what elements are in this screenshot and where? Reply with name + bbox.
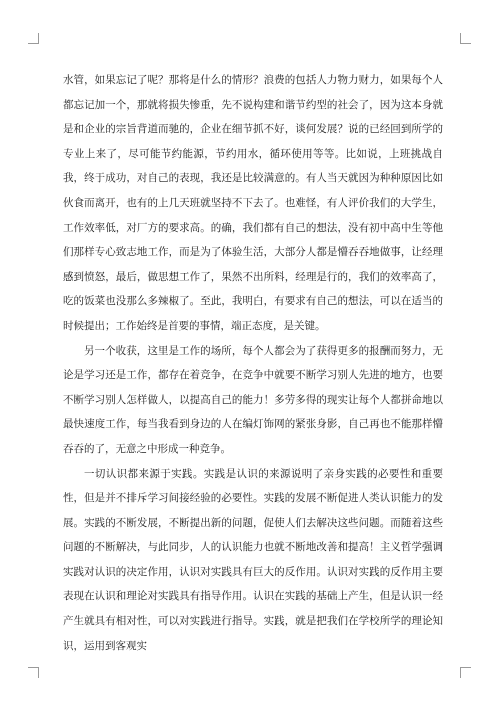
paragraph-1: 水管，如果忘记了呢？那将是什么的情形？浪费的包括人力物力财力，如果每个人都忘记加一个，那就将损失惨重，先不说构建和谐节约型的社会了，因为这本身就是和企业的宗旨背道而驰的，企业在细节抓不好，谈何发展？说的已经回到所学的专业上来了，尽可能节约能源，节约用水，循环使用等等。比如说，上班挑战自我，终于成功，对自己的表现，我还是比较满意的。有人当天就因为种种原因比如伙食而离开，也有的上几天班就坚持不下去了。也难怪，有人评价我们的大学生，工作效率低，对厂方的要求高。的确，我们都有自己的想法，没有初中高中生等他们那样专心致志地工作，而是为了体验生活，大部分人都是懵吞吞地做事，让经理感到愤怒，最后，做思想工作了，果然不出所料，经理是行的，我们的效率高了，吃的饭菜也没那么多辣椒了。至此，我明白，有要求有自己的想法，可以在适当的时候提出；工作始终是首要的事情，端正态度，是关键。 (63, 74, 443, 332)
crop-mark-top-right (460, 33, 471, 44)
crop-mark-top-left (28, 33, 39, 44)
crop-mark-bottom-right (460, 667, 471, 678)
paragraph-2: 另一个收获，这里是工作的场所，每个人都会为了获得更多的报酬而努力，无论是学习还是工作，都存在着竞争，在竞争中就要不断学习别人先进的地方，也要不断学习别人怎样做人，以提高自己的能力！多劳多得的现实让每个人都拼命地以最快速度工作，每当我看到身边的人在编灯饰网的紧张身影，自己再也不能那样懵吞吞的了，无意之中形成一种竞争。 (63, 344, 443, 455)
paragraph-3: 一切认识都来源于实践。实践是认识的来源说明了亲身实践的必要性和重要性，但是并不排斥学习间接经验的必要性。实践的发展不断促进人类认识能力的发展。实践的不断发展，不断提出新的问题，促使人们去解决这些问题。而随着这些问题的不断解决，与此同步，人的认识能力也就不断地改善和提高！主义哲学强调实践对认识的决定作用，认识对实践具有巨大的反作用。认识对实践的反作用主要表现在认识和理论对实践具有指导作用。认识在实践的基础上产生，但是认识一经产生就具有相对性，可以对实践进行指导。实践，就是把我们在学校所学的理论知识，运用到客观实 (63, 467, 443, 652)
document-body (63, 68, 443, 658)
crop-mark-bottom-left (28, 667, 39, 678)
